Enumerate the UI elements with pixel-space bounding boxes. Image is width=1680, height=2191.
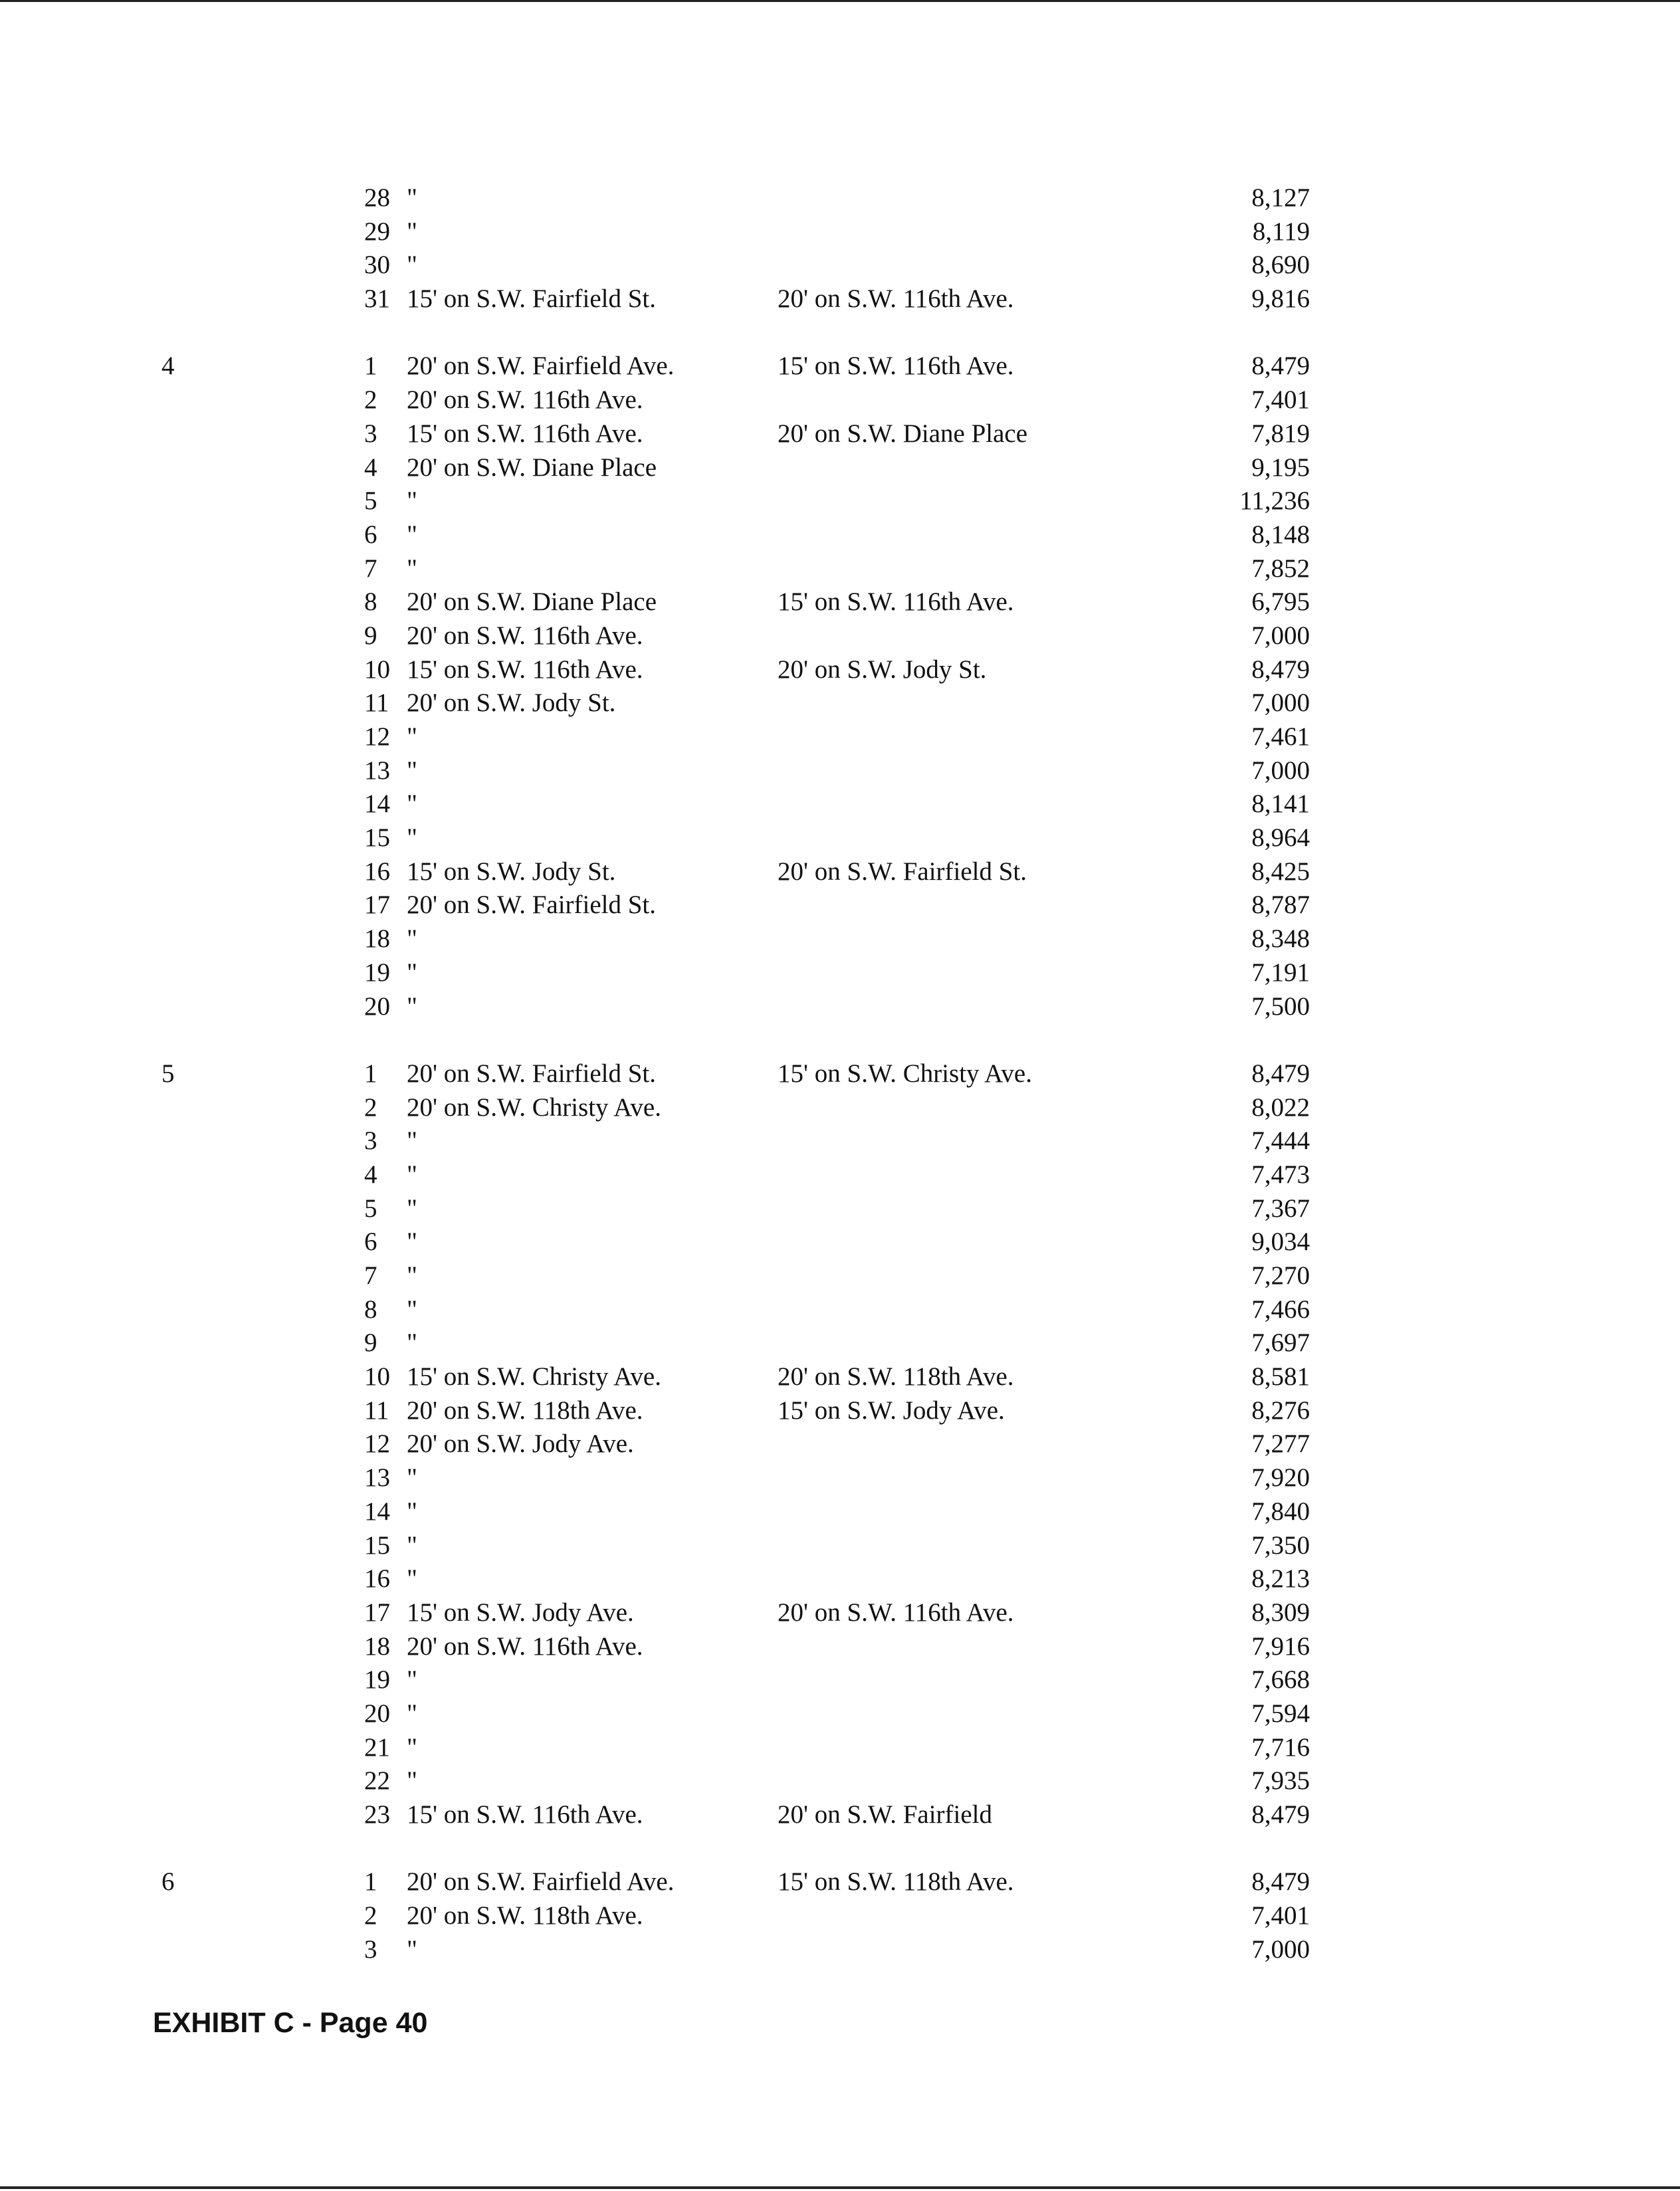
lot-area: 7,000 [1251,756,1310,785]
table-row [0,855,1680,889]
lot-area: 8,148 [1251,520,1310,549]
lot-area: 9,195 [1251,453,1310,482]
lot-area: 8,348 [1251,924,1310,954]
lot-area: 8,127 [1251,183,1310,212]
frontage-secondary: 15' on S.W. 116th Ave. [778,352,1014,381]
block-number: 4 [161,352,175,381]
frontage-secondary: 15' on S.W. Christy Ave. [778,1059,1032,1088]
table-row [0,249,1680,282]
table-row [0,1192,1680,1226]
frontage-primary: " [407,1665,417,1695]
lot-number: 19 [364,958,390,987]
frontage-primary: 15' on S.W. 116th Ave. [407,419,643,448]
frontage-primary: " [407,486,417,516]
frontage-primary: " [407,217,417,246]
table-row [0,1124,1680,1158]
lot-number: 21 [364,1732,390,1762]
group-spacer [0,1832,1680,1866]
table-row [0,956,1680,990]
frontage-primary: 20' on S.W. Jody St. [407,688,616,718]
table-row [0,1158,1680,1192]
table-row [0,1933,1680,1967]
lot-number: 8 [364,1295,377,1324]
frontage-primary: " [407,1463,417,1493]
lot-number: 10 [364,1362,390,1392]
lot-number: 12 [364,722,390,751]
lot-number: 18 [364,1631,390,1661]
lot-number: 16 [364,857,390,886]
lot-area: 7,466 [1251,1295,1310,1324]
table-row [0,720,1680,754]
lot-number: 6 [364,520,377,549]
lot-area: 8,276 [1251,1396,1310,1425]
lot-area: 8,787 [1251,890,1310,920]
table-row [0,451,1680,485]
lot-number: 6 [364,1227,377,1257]
table-row [0,1731,1680,1765]
table-row [0,922,1680,956]
table-row [0,990,1680,1024]
lot-area: 9,034 [1251,1227,1310,1257]
table-row [0,1495,1680,1529]
lot-area: 7,461 [1251,722,1310,751]
lot-area: 6,795 [1251,587,1310,617]
frontage-primary: 15' on S.W. Fairfield St. [407,284,657,314]
frontage-primary: 20' on S.W. 118th Ave. [407,1901,643,1930]
table-row [0,585,1680,619]
frontage-secondary: 15' on S.W. Jody Ave. [778,1396,1005,1425]
lot-number: 28 [364,183,390,212]
frontage-primary: " [407,251,417,280]
table-row [0,1394,1680,1428]
frontage-secondary: 15' on S.W. 116th Ave. [778,587,1014,617]
frontage-secondary: 20' on S.W. Fairfield St. [778,857,1027,886]
lot-number: 16 [364,1564,390,1594]
lot-area: 7,716 [1251,1732,1310,1762]
table-row [0,1663,1680,1697]
lot-number: 1 [364,352,377,381]
frontage-secondary: 20' on S.W. 118th Ave. [778,1362,1014,1392]
lot-number: 22 [364,1766,390,1796]
lot-number: 15 [364,1530,390,1560]
lot-number: 2 [364,385,377,415]
frontage-primary: " [407,1497,417,1526]
frontage-primary: " [407,789,417,819]
lot-number: 23 [364,1800,390,1829]
lot-area: 7,350 [1251,1530,1310,1560]
lot-area: 8,309 [1251,1598,1310,1627]
table-row [0,1360,1680,1394]
table-row [0,1057,1680,1091]
lot-area: 9,816 [1251,284,1310,314]
frontage-primary: 20' on S.W. Fairfield St. [407,1059,657,1088]
table-row [0,686,1680,720]
lot-number: 3 [364,419,377,448]
frontage-primary: " [407,554,417,583]
lot-number: 20 [364,991,390,1021]
lot-area: 7,500 [1251,991,1310,1021]
frontage-primary: 20' on S.W. Fairfield Ave. [407,352,675,381]
group-spacer [0,316,1680,350]
frontage-primary: 20' on S.W. Fairfield St. [407,890,657,920]
lot-area: 7,594 [1251,1699,1310,1728]
lot-area: 7,473 [1251,1160,1310,1189]
lot-area: 8,479 [1251,352,1310,381]
frontage-primary: 20' on S.W. 118th Ave. [407,1396,643,1425]
frontage-primary: 20' on S.W. Fairfield Ave. [407,1867,675,1897]
frontage-primary: " [407,1530,417,1560]
table-row [0,181,1680,215]
frontage-secondary: 20' on S.W. Diane Place [778,419,1028,448]
lot-number: 10 [364,655,390,684]
frontage-primary: " [407,183,417,212]
frontage-primary: " [407,958,417,987]
frontage-secondary: 20' on S.W. Jody St. [778,655,987,684]
lot-number: 11 [364,688,389,718]
lot-number: 1 [364,1867,377,1897]
frontage-primary: " [407,991,417,1021]
lot-area: 7,697 [1251,1328,1310,1358]
frontage-primary: " [407,1328,417,1358]
lot-area: 7,444 [1251,1126,1310,1156]
lot-area: 8,141 [1251,789,1310,819]
frontage-secondary: 20' on S.W. Fairfield [778,1800,992,1829]
frontage-primary: " [407,1564,417,1594]
lot-number: 7 [364,1261,377,1290]
lot-area: 7,277 [1251,1429,1310,1459]
lot-number: 4 [364,1160,377,1189]
frontage-secondary: 20' on S.W. 116th Ave. [778,1598,1014,1627]
lot-area: 7,668 [1251,1665,1310,1695]
frontage-primary: " [407,1766,417,1796]
lot-number: 5 [364,486,377,516]
lot-number: 2 [364,1901,377,1930]
lot-number: 3 [364,1934,377,1964]
table-row [0,1427,1680,1461]
lot-number: 3 [364,1126,377,1156]
frontage-primary: " [407,1194,417,1223]
lot-area: 7,920 [1251,1463,1310,1493]
table-row [0,350,1680,383]
frontage-primary: " [407,1934,417,1964]
frontage-secondary: 20' on S.W. 116th Ave. [778,284,1014,314]
frontage-primary: 15' on S.W. 116th Ave. [407,655,643,684]
frontage-primary: " [407,520,417,549]
lot-area: 8,479 [1251,1867,1310,1897]
table-row [0,1562,1680,1596]
table-row [0,787,1680,821]
table-row [0,1764,1680,1798]
table-row [0,484,1680,518]
frontage-primary: 20' on S.W. Diane Place [407,453,657,482]
page-footer: EXHIBIT C - Page 40 [153,2007,428,2039]
lot-area: 7,000 [1251,621,1310,650]
lot-number: 29 [364,217,390,246]
frontage-primary: " [407,1227,417,1257]
table-row [0,1798,1680,1832]
lot-area: 8,213 [1251,1564,1310,1594]
lot-area: 7,935 [1251,1766,1310,1796]
table-row [0,1091,1680,1125]
lot-area: 7,367 [1251,1194,1310,1223]
lot-number: 4 [364,453,377,482]
lot-area: 8,119 [1252,217,1310,246]
table-row [0,754,1680,788]
lot-number: 2 [364,1093,377,1122]
lot-area: 8,690 [1251,251,1310,280]
block-number: 5 [161,1059,175,1088]
table-row [0,417,1680,451]
table-row [0,1225,1680,1259]
lot-number: 20 [364,1699,390,1728]
frontage-primary: 20' on S.W. 116th Ave. [407,385,643,415]
lot-area: 7,401 [1251,385,1310,415]
lot-number: 17 [364,1598,390,1627]
frontage-primary: 20' on S.W. 116th Ave. [407,621,643,650]
table-row [0,888,1680,922]
frontage-primary: " [407,823,417,853]
frontage-primary: 15' on S.W. Christy Ave. [407,1362,661,1392]
lot-number: 19 [364,1665,390,1695]
lot-number: 9 [364,1328,377,1358]
frontage-primary: 20' on S.W. Diane Place [407,587,657,617]
table-row [0,552,1680,586]
lot-area: 8,425 [1251,857,1310,886]
lot-area: 11,236 [1239,486,1310,516]
lot-area: 8,022 [1251,1093,1310,1122]
table-row [0,1865,1680,1899]
table-row [0,1596,1680,1630]
lot-number: 13 [364,1463,390,1493]
frontage-primary: " [407,756,417,785]
frontage-primary: " [407,1699,417,1728]
lot-number: 15 [364,823,390,853]
frontage-primary: " [407,1160,417,1189]
frontage-primary: 15' on S.W. 116th Ave. [407,1800,643,1829]
lot-number: 9 [364,621,377,650]
lot-area-table [0,181,1680,1966]
frontage-primary: " [407,1295,417,1324]
lot-area: 7,401 [1251,1901,1310,1930]
lot-area: 8,479 [1251,1059,1310,1088]
table-row [0,1461,1680,1495]
frontage-primary: 15' on S.W. Jody St. [407,857,616,886]
table-row [0,1697,1680,1731]
lot-area: 7,270 [1251,1261,1310,1290]
frontage-secondary: 15' on S.W. 118th Ave. [778,1867,1014,1897]
lot-number: 17 [364,890,390,920]
table-row [0,1293,1680,1327]
lot-area: 8,479 [1251,655,1310,684]
table-row [0,1899,1680,1933]
page-top-edge [0,0,1680,2]
lot-area: 7,819 [1251,419,1310,448]
table-row [0,619,1680,653]
frontage-primary: " [407,722,417,751]
page-bottom-edge [0,2186,1680,2189]
frontage-primary: 20' on S.W. 116th Ave. [407,1631,643,1661]
lot-number: 1 [364,1059,377,1088]
table-row [0,282,1680,316]
lot-area: 7,916 [1251,1631,1310,1661]
table-row [0,383,1680,417]
lot-number: 5 [364,1194,377,1223]
table-row [0,1630,1680,1664]
lot-number: 14 [364,1497,390,1526]
lot-number: 30 [364,251,390,280]
table-row [0,215,1680,249]
lot-number: 13 [364,756,390,785]
lot-number: 11 [364,1396,389,1425]
table-row [0,1259,1680,1293]
lot-area: 7,000 [1251,1934,1310,1964]
lot-area: 7,852 [1251,554,1310,583]
lot-area: 7,191 [1251,958,1310,987]
lot-area: 8,964 [1251,823,1310,853]
lot-area: 8,479 [1251,1800,1310,1829]
table-row [0,518,1680,552]
lot-area: 7,000 [1251,688,1310,718]
table-row [0,1326,1680,1360]
block-number: 6 [161,1867,175,1897]
table-row [0,821,1680,855]
lot-number: 7 [364,554,377,583]
lot-number: 8 [364,587,377,617]
frontage-primary: 20' on S.W. Christy Ave. [407,1093,661,1122]
frontage-primary: 20' on S.W. Jody Ave. [407,1429,634,1459]
lot-area: 8,581 [1251,1362,1310,1392]
frontage-primary: 15' on S.W. Jody Ave. [407,1598,634,1627]
table-row [0,1529,1680,1563]
frontage-primary: " [407,1261,417,1290]
frontage-primary: " [407,924,417,954]
group-spacer [0,1023,1680,1057]
frontage-primary: " [407,1732,417,1762]
frontage-primary: " [407,1126,417,1156]
lot-area: 7,840 [1251,1497,1310,1526]
lot-number: 14 [364,789,390,819]
table-row [0,653,1680,687]
lot-number: 12 [364,1429,390,1459]
lot-number: 31 [364,284,390,314]
lot-number: 18 [364,924,390,954]
